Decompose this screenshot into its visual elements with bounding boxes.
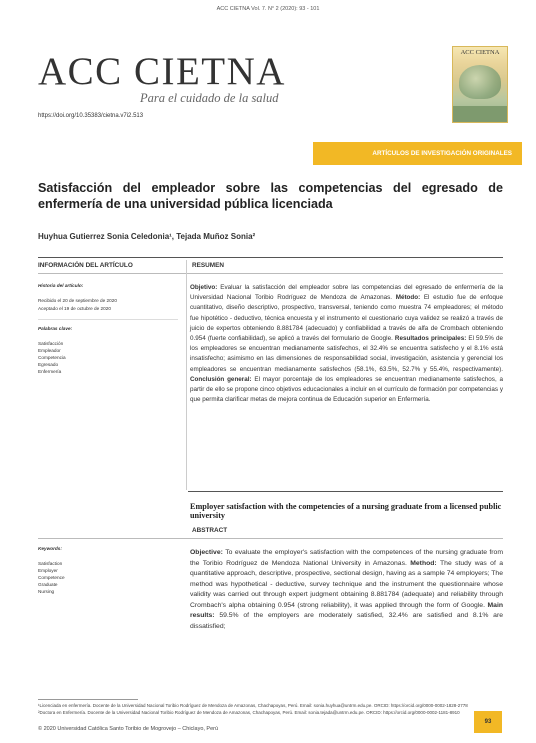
accepted-date: Aceptado el 19 de octubre de 2020	[38, 306, 111, 311]
abstract-en-text: To evaluate the employer's satisfaction with the competences of the nursing graduate from the Toribio Rodríguez de Mendoza National University in Amazonas.	[190, 549, 503, 567]
journal-cover-image	[452, 46, 508, 123]
resumen-heading: RESUMEN	[192, 262, 224, 269]
doi-link[interactable]: https://doi.org/10.35383/cietna.v7i2.513	[38, 113, 144, 119]
journal-tagline: Para el cuidado de la salud	[140, 91, 279, 105]
info-column-heading: INFORMACIÓN DEL ARTÍCULO	[38, 262, 133, 269]
abstract-es-text: El mayor porcentaje de los empleadores se encuentran medianamente satisfechos, a partir de ello se propone cinco objetivos educacionales a incluir en el currículo de formación por competencias y que permita clarificar metas de mejora continua de Educación superior en Enfermería.	[190, 375, 503, 404]
copyright-footer: © 2020 Universidad Católica Santo Toribio de Mogrovejo – Chiclayo, Perú	[38, 726, 219, 732]
footnote-2: ²Doctora en Enfermería. Docente de la Universidad Nacional Toribio Rodríguez de Mendoza de Amazonas, Chachapoyas, Perú. Email: sonia.tejada@untrm.edu.pe. ORCID: https://orcid.org/0000-0002-1181-8910	[38, 709, 460, 715]
keyword-item: Nursing	[38, 589, 55, 594]
history-label: Historia del artículo:	[38, 283, 84, 288]
history-divider	[38, 319, 178, 320]
cover-title: ACC CIETNA	[460, 49, 500, 56]
column-separator	[186, 260, 187, 490]
abstract-en-text: 59.5% of the employers are moderately satisfied, 32.4% are satisfied and 8.1% are dissatisfied;	[190, 612, 503, 630]
keyword-item: Competence	[38, 575, 65, 580]
top-rule	[38, 257, 503, 258]
footnote-rule	[38, 699, 138, 700]
abstract-en-label: Main results:	[190, 601, 503, 619]
abstract-es-label: Conclusión general:	[190, 375, 255, 383]
footnotes	[38, 703, 508, 716]
keywords-en-list	[38, 560, 65, 595]
keyword-item: Competencia	[38, 355, 66, 360]
keyword-item: Empleador	[38, 348, 61, 353]
abstract-es-label: Método:	[395, 294, 424, 302]
journal-reference: ACC CIETNA Vol. 7. N° 2 (2020): 93 - 101	[216, 6, 320, 12]
keywords-es-label: Palabras clave:	[38, 326, 73, 331]
footnote-1: ¹Licenciada en enfermería. Docente de la Universidad Nacional Toribio Rodríguez de Mendoza de Amazonas, Chachapoyas, Perú. Email: sonia.huyhua@untrm.edu.pe. ORCID: https://orcid.org/0000-0002-1828-2778	[38, 703, 468, 708]
article-authors: Huyhua Gutierrez Sonia Celedonia¹, Tejada Muñoz Sonia²	[38, 232, 256, 241]
abstract-es-label: Objetivo:	[190, 284, 221, 291]
cover-ground	[453, 106, 507, 122]
section-label: ARTÍCULOS DE INVESTIGACIÓN ORIGINALES	[313, 142, 522, 165]
keywords-en-label: Keywords:	[38, 546, 62, 551]
keyword-item: Satisfaction	[38, 561, 63, 566]
keyword-item: Satisfacción	[38, 341, 64, 346]
abstract-es-text: El 59.5% de los empleadores se encuentran medianamente satisfechos, el 32.4% se encuentra satisfecho y el 8.1% está insatisfecho; asimismo en las dimensiones de responsabilidad social, investigación, asistencia y gerencial los empleadores se encuentran medianamente satisfechos (58.1%, 63.5%, 52.7% y 55.4%, respectivamente).	[190, 335, 503, 373]
keyword-item: Graduate	[38, 582, 58, 587]
article-title: Satisfacción del empleador sobre las competencias del egresado de enfermería de una universidad pública licenciada	[38, 181, 503, 211]
abstract-en	[190, 548, 503, 632]
keyword-item: Egresado	[38, 362, 59, 367]
abstract-es	[190, 283, 503, 405]
abstract-en-text: The study was of a quantitative approach, descriptive, prospective, sectional design, having as a sample 74 employers; The method was hypothetical - deductive, survey technique and the instrument the questionnaire whose validity was carried out through expert judgment obtaining 8.881784 (adequate) and reliability through Crombach's alpha obtaining 0.954 (strong reliability), it was applied through the form of Google.	[190, 559, 503, 609]
abstract-es-text: Evaluar la satisfacción del empleador sobre las competencias del egresado de enfermería de la Universidad Nacional Toribio Rodríguez de Mendoza de Amazonas.	[190, 284, 503, 302]
abstract-heading: ABSTRACT	[192, 527, 228, 534]
abstract-es-text: El estudio fue de enfoque cuantitativo, diseño descriptivo, prospectivo, transversal, teniendo como muestra 74 empleadores; el método fue hipotético - deductivo, técnica encuesta y el instrumento el cuestionario cuya validez se realizó a través de juicio de expertos obteniendo 8.881784 (adecuado) y confiabilidad a través de alfa de Crombach obteniendo 0.954 (fuerte confiabilidad), se aplicó a través del formulario de Google.	[190, 294, 503, 343]
abstract-en-label: Objective:	[190, 549, 226, 556]
page-number: 93	[474, 711, 502, 733]
keyword-item: Enfermería	[38, 369, 62, 374]
abstract-es-label: Resultados principales:	[394, 335, 469, 343]
cover-tree-illustration	[459, 65, 501, 99]
abstract-rule	[38, 538, 503, 539]
keyword-item: Employer	[38, 568, 58, 573]
journal-logo-text: ACC CIETNA	[38, 50, 286, 93]
received-date: Recibido el 20 de septiembre de 2020	[38, 298, 117, 303]
header-rule	[38, 273, 503, 274]
english-section-rule	[188, 491, 503, 492]
keywords-es-list	[38, 340, 66, 375]
article-title-en: Employer satisfaction with the competencies of a nursing graduate from a licensed public university	[190, 502, 502, 520]
abstract-en-label: Method:	[410, 559, 441, 567]
